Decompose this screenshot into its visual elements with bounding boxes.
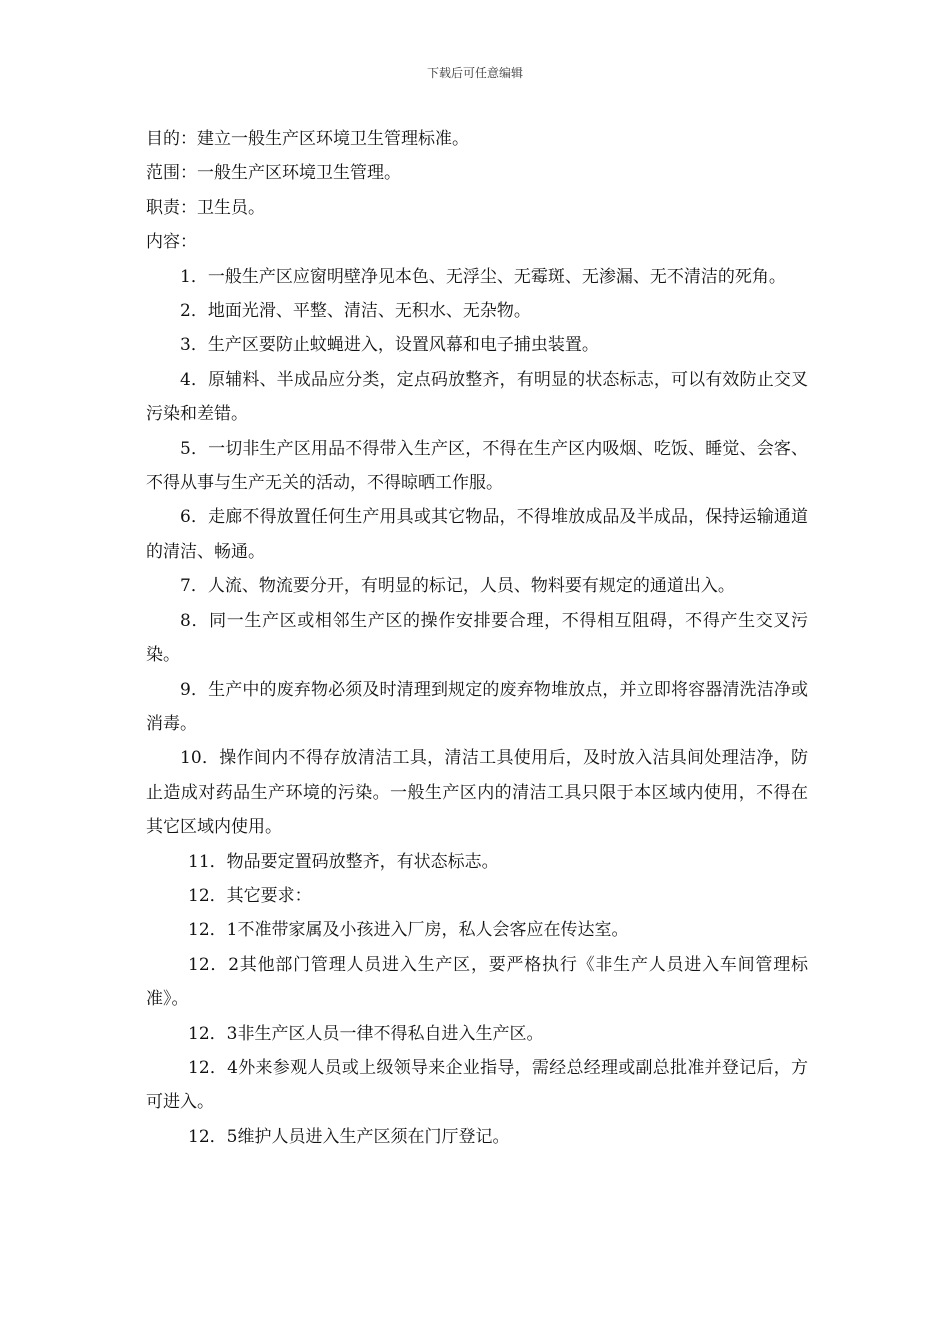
responsibility-line: 职责：卫生员。 [146,197,265,218]
clause-11: 11．物品要定置码放整齐，有状态标志。 [188,851,499,872]
content-heading: 内容： [146,232,197,253]
clause-6: 6．走廊不得放置任何生产用具或其它物品，不得堆放成品及半成品，保持运输通道的清洁、畅通。 [146,507,808,562]
clause-12-4: 12．4外来参观人员或上级领导来企业指导，需经总经理或副总批准并登记后，方可进入。 [146,1057,808,1113]
clause-4: 4．原辅料、半成品应分类，定点码放整齐，有明显的状态标志，可以有效防止交叉污染和差错。 [146,369,808,425]
clause-9: 9．生产中的废弃物必须及时清理到规定的废弃物堆放点，并立即将容器清洗洁净或消毒。 [146,679,808,734]
clause-12-1: 12．1不准带家属及小孩进入厂房，私人会客应在传达室。 [188,920,629,941]
page-header-note: 下载后可任意编辑 [426,66,523,80]
clause-7: 7．人流、物流要分开，有明显的标记，人员、物料要有规定的通道出入。 [180,576,735,597]
clause-5: 5．一切非生产区用品不得带入生产区，不得在生产区内吸烟、吃饭、睡觉、会客、不得从事与生产无关的活动，不得晾晒工作服。 [146,438,808,494]
clause-12-2: 12．2其他部门管理人员进入生产区，要严格执行《非生产人员进入车间管理标准》。 [146,954,808,1010]
clause-10: 10．操作间内不得存放清洁工具，清洁工具使用后，及时放入洁具间处理洁净，防止造成对药品生产环境的污染。一般生产区内的清洁工具只限于本区域内使用，不得在其它区域内使用。 [146,748,808,838]
clause-12-3: 12．3非生产区人员一律不得私自进入生产区。 [188,1023,544,1044]
clause-8: 8．同一生产区或相邻生产区的操作安排要合理，不得相互阻碍，不得产生交叉污染。 [146,610,808,666]
purpose-line: 目的：建立一般生产区环境卫生管理标准。 [146,129,469,149]
clause-1: 1．一般生产区应窗明壁净见本色、无浮尘、无霉斑、无渗漏、无不清洁的死角。 [180,266,786,287]
document-body [146,122,808,1154]
scope-line: 范围：一般生产区环境卫生管理。 [146,163,401,184]
clause-12: 12．其它要求： [188,885,312,906]
clause-12-5: 12．5维护人员进入生产区须在门厅登记。 [188,1126,510,1147]
clause-2: 2．地面光滑、平整、清洁、无积水、无杂物。 [180,301,531,322]
clause-3: 3．生产区要防止蚊蝇进入，设置风幕和电子捕虫装置。 [180,335,599,356]
